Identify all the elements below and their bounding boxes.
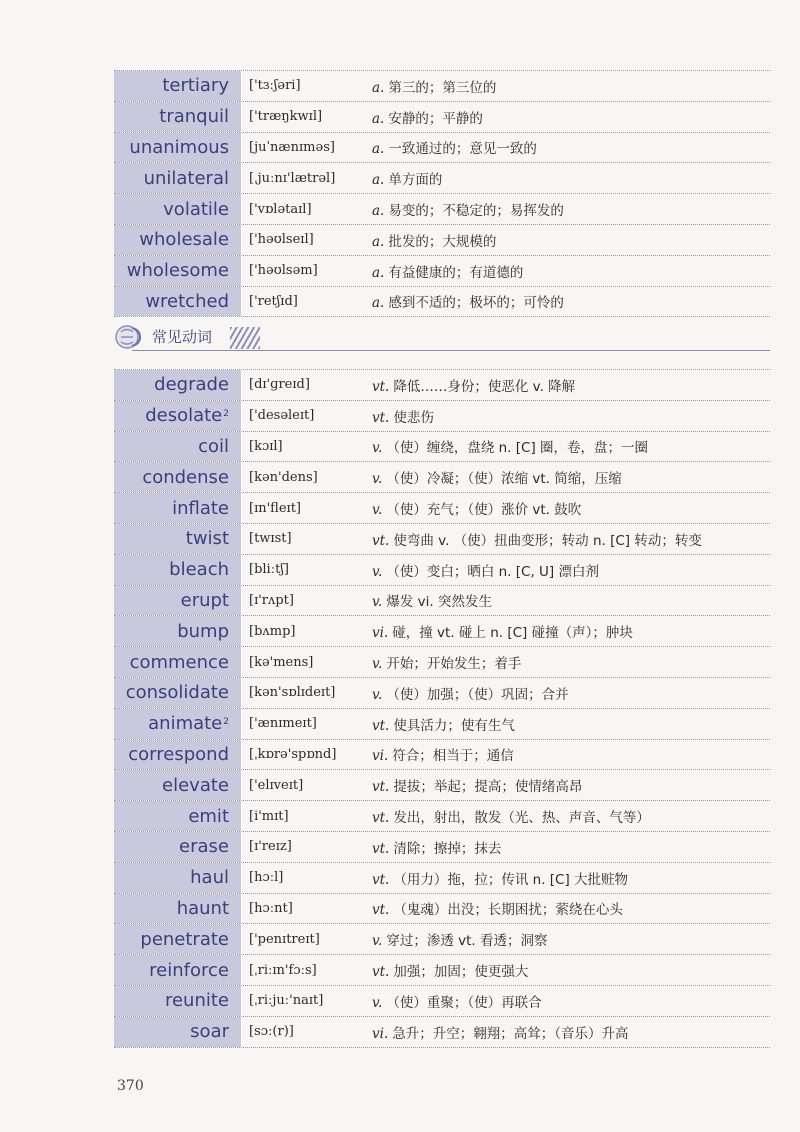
vocab-row [114, 616, 770, 647]
definition [372, 498, 770, 518]
headword [114, 287, 242, 317]
phonetic: [juˈnænɪməs] [249, 139, 335, 155]
definition-text: 降低……身份；使恶化 v. 降解 [393, 378, 576, 395]
vocab-row [114, 493, 770, 524]
headword-text: inflate [172, 497, 229, 519]
definition [372, 837, 770, 857]
definition-text: （使）冷凝；（使）浓缩 vt. 简缩，压缩 [386, 471, 622, 488]
definition [372, 137, 770, 157]
part-of-speech: vi. [372, 1025, 389, 1042]
part-of-speech: v. [372, 502, 383, 519]
definition [372, 406, 770, 426]
part-of-speech: a. [372, 233, 385, 250]
vocab-row [114, 432, 770, 463]
vocab-list-adjectives [114, 70, 770, 317]
vocab-row [114, 740, 770, 771]
definition [372, 261, 770, 281]
definition-text: 使悲伤 [393, 409, 434, 426]
part-of-speech: v. [372, 656, 383, 673]
headword [114, 955, 242, 985]
headword-text: bump [177, 620, 229, 642]
phonetic: ['vɒlətaɪl] [249, 201, 312, 217]
vocab-row [114, 401, 770, 432]
headword-text: erase [179, 836, 229, 858]
headword-text: tranquil [159, 106, 229, 128]
part-of-speech: vt. [372, 964, 390, 981]
part-of-speech: vt. [372, 902, 390, 919]
headword [114, 1017, 242, 1047]
definition [372, 199, 770, 219]
phonetic: ['həʊlsəm] [249, 263, 318, 279]
headword [114, 678, 242, 708]
phonetic: [bliːtʃ] [249, 562, 289, 578]
sense-number: 2 [223, 716, 229, 727]
vocab-row [114, 770, 770, 801]
headword-text: degrade [154, 374, 229, 396]
headword [114, 71, 242, 101]
definition [372, 744, 770, 764]
vocab-row [114, 256, 770, 287]
vocab-row [114, 955, 770, 986]
definition [372, 991, 770, 1011]
headword-text: reunite [164, 990, 229, 1012]
phonetic: [ˌjuːnɪ'lætrəl] [249, 170, 336, 186]
part-of-speech: a. [372, 295, 385, 312]
vocab-row [114, 555, 770, 586]
definition [372, 929, 770, 949]
headword-text: consolidate [125, 682, 229, 704]
phonetic: ['penɪtreɪt] [249, 931, 320, 947]
phonetic: ['ænɪmeɪt] [249, 716, 317, 732]
definition-text: 开始；开始发生；着手 [386, 656, 522, 673]
part-of-speech: vt. [372, 409, 390, 426]
definition-text: 使弯曲 v. （使）扭曲变形；转动 n. [C] 转动；转变 [393, 532, 702, 549]
headword-text: twist [185, 528, 229, 550]
headword [114, 256, 242, 286]
headword [114, 924, 242, 954]
phonetic: [ɪ'reɪz] [249, 839, 292, 855]
headword [114, 986, 242, 1016]
headword [114, 102, 242, 132]
definition [372, 76, 770, 96]
headword [114, 894, 242, 924]
headword-text: condense [142, 466, 229, 488]
phonetic: [sɔː(r)] [249, 1024, 294, 1040]
vocab-row [114, 986, 770, 1017]
definition-text: 符合；相当于；通信 [392, 748, 514, 765]
vocab-row [114, 801, 770, 832]
headword-text: elevate [162, 774, 229, 796]
part-of-speech: a. [372, 110, 385, 127]
definition-text: 穿过；渗透 vt. 看透；洞察 [386, 933, 548, 950]
headword [114, 647, 242, 677]
headword-text: reinforce [149, 959, 229, 981]
phonetic: [i'mɪt] [249, 808, 289, 824]
definition [372, 714, 770, 734]
vocab-row [114, 194, 770, 225]
part-of-speech: v. [372, 440, 383, 457]
vocab-row [114, 287, 770, 318]
part-of-speech: a. [372, 141, 385, 158]
part-of-speech: a. [372, 172, 385, 189]
definition-text: （鬼魂）出没；长期困扰；萦绕在心头 [393, 902, 623, 919]
headword [114, 832, 242, 862]
definition [372, 590, 770, 610]
definition [372, 168, 770, 188]
part-of-speech: a. [372, 79, 385, 96]
vocab-row [114, 586, 770, 617]
phonetic: [dɪ'ɡreɪd] [249, 377, 310, 393]
definition [372, 375, 770, 395]
vocab-row [114, 70, 770, 102]
part-of-speech: vt. [372, 717, 390, 734]
headword [114, 524, 242, 554]
vocab-row [114, 462, 770, 493]
definition [372, 107, 770, 127]
headword [114, 163, 242, 193]
headword-text: soar [190, 1021, 229, 1043]
definition-text: 安静的；平静的 [388, 110, 483, 127]
definition-text: 提拔；举起；提高；使情绪高昂 [393, 779, 583, 796]
heading-rule [132, 350, 770, 351]
definition-text: 有益健康的；有道德的 [388, 264, 524, 281]
headword-text: haunt [176, 897, 229, 919]
headword [114, 133, 242, 163]
vocab-row [114, 894, 770, 925]
phonetic: ['træŋkwɪl] [249, 109, 323, 125]
vocab-row [114, 678, 770, 709]
phonetic: ['elɪveɪt] [249, 777, 304, 793]
headword-text: commence [129, 651, 229, 673]
phonetic: ['desəleɪt] [249, 408, 315, 424]
part-of-speech: a. [372, 264, 385, 281]
definition-text: （使）重聚；（使）再联合 [386, 994, 542, 1011]
vocab-row [114, 924, 770, 955]
definition-text: 急升；升空；翱翔；高耸；（音乐）升高 [392, 1025, 629, 1042]
part-of-speech: v. [372, 994, 383, 1011]
headword-text: emit [188, 805, 229, 827]
phonetic: [hɔːnt] [249, 900, 293, 916]
phonetic: [kən'sɒlɪdeɪt] [249, 685, 336, 701]
vocab-row [114, 647, 770, 678]
vocab-row [114, 709, 770, 740]
definition [372, 652, 770, 672]
headword [114, 801, 242, 831]
part-of-speech: v. [372, 933, 383, 950]
section-title: 常见动词 [152, 328, 213, 346]
headword-text: unilateral [143, 167, 229, 189]
definition [372, 960, 770, 980]
definition-text: 使具活力；使有生气 [393, 717, 515, 734]
headword-text: erupt [180, 589, 229, 611]
definition-text: （使）变白；晒白 n. [C, U] 漂白剂 [386, 563, 599, 580]
vocab-row [114, 863, 770, 894]
phonetic: [kən'dens] [249, 469, 318, 485]
part-of-speech: vt. [372, 532, 390, 549]
headword [114, 863, 242, 893]
part-of-speech: vt. [372, 378, 390, 395]
headword [114, 401, 242, 431]
headword-text: animate [148, 713, 223, 735]
definition-text: 碰，撞 vt. 碰上 n. [C] 碰撞（声）；肿块 [392, 625, 633, 642]
headword [114, 462, 242, 492]
phonetic: ['retʃɪd] [249, 293, 298, 309]
phonetic: [ˌriːjuː'naɪt] [249, 993, 324, 1009]
phonetic: [ɪn'fleɪt] [249, 500, 301, 516]
definition-text: 批发的；大规模的 [388, 233, 497, 250]
definition [372, 806, 770, 826]
vocab-row [114, 369, 770, 401]
headword [114, 709, 242, 739]
definition [372, 230, 770, 250]
part-of-speech: vi. [372, 748, 389, 765]
headword [114, 370, 242, 400]
headword [114, 770, 242, 800]
part-of-speech: vt. [372, 840, 390, 857]
vocab-row [114, 832, 770, 863]
headword [114, 194, 242, 224]
vocab-row [114, 102, 770, 133]
part-of-speech: v. [372, 563, 383, 580]
definition-text: 爆发 vi. 突然发生 [386, 594, 492, 611]
definition-text: （使）缠绕，盘绕 n. [C] 圈，卷，盘；一圈 [386, 440, 649, 457]
part-of-speech: v. [372, 686, 383, 703]
page-number: 370 [117, 1078, 144, 1094]
headword [114, 493, 242, 523]
part-of-speech: a. [372, 203, 385, 220]
definition-text: 易变的；不稳定的；易挥发的 [388, 203, 564, 220]
definition [372, 868, 770, 888]
definition-text: 加强；加固；使更强大 [393, 964, 529, 981]
vocab-row [114, 225, 770, 256]
definition-text: （用力）拖，拉；传讯 n. [C] 大批赃物 [393, 871, 629, 888]
headword [114, 432, 242, 462]
phonetic: [bʌmp] [249, 623, 296, 639]
headword-text: wholesale [139, 229, 229, 251]
sense-number: 2 [223, 408, 229, 419]
definition [372, 1022, 770, 1042]
definition-text: 一致通过的；意见一致的 [388, 141, 537, 158]
headword-text: wholesome [126, 260, 229, 282]
headword [114, 740, 242, 770]
phonetic: [ˌkɒrə'spɒnd] [249, 746, 337, 762]
definition-text: 清除；擦掉；抹去 [393, 840, 502, 857]
phonetic: ['həʊlseɪl] [249, 232, 314, 248]
vocab-row [114, 133, 770, 164]
definition [372, 621, 770, 641]
phonetic: ['tɜːʃəri] [249, 78, 301, 94]
headword-text: bleach [169, 559, 229, 581]
definition-text: 单方面的 [388, 172, 443, 189]
definition-text: 第三的；第三位的 [388, 79, 497, 96]
definition-text: （使）充气；（使）涨价 vt. 鼓吹 [386, 502, 582, 519]
section-heading [112, 322, 770, 352]
definition [372, 529, 770, 549]
phonetic: [twɪst] [249, 531, 292, 547]
headword-text: tertiary [162, 75, 229, 97]
heading-stripes [230, 327, 260, 349]
part-of-speech: vi. [372, 625, 389, 642]
definition [372, 560, 770, 580]
headword-text: wretched [145, 290, 229, 312]
headword-text: correspond [128, 743, 229, 765]
headword-text: desolate [145, 405, 223, 427]
phonetic: [ˌriːɪn'fɔːs] [249, 962, 317, 978]
definition [372, 291, 770, 311]
definition [372, 898, 770, 918]
definition [372, 683, 770, 703]
headword [114, 586, 242, 616]
definition [372, 436, 770, 456]
definition-text: （使）加强；（使）巩固；合并 [386, 686, 569, 703]
headword-text: haul [190, 867, 229, 889]
definition-text: 发出，射出，散发（光、热、声音、气等） [393, 810, 650, 827]
phonetic: [kə'mens] [249, 654, 314, 670]
definition [372, 467, 770, 487]
part-of-speech: v. [372, 471, 383, 488]
part-of-speech: v. [372, 594, 383, 611]
definition-text: 感到不适的；极坏的；可怜的 [388, 295, 564, 312]
vocab-list-verbs [114, 369, 770, 1048]
headword [114, 555, 242, 585]
phonetic: [hɔːl] [249, 870, 284, 886]
headword-text: volatile [163, 198, 229, 220]
definition [372, 775, 770, 795]
headword [114, 225, 242, 255]
part-of-speech: vt. [372, 871, 390, 888]
part-of-speech: vt. [372, 779, 390, 796]
headword-text: penetrate [140, 928, 229, 950]
headword-text: unanimous [129, 136, 229, 158]
vocab-row [114, 524, 770, 555]
vocab-row [114, 163, 770, 194]
vocab-row [114, 1017, 770, 1048]
headword-text: coil [198, 435, 229, 457]
phonetic: [kɔɪl] [249, 438, 283, 454]
part-of-speech: vt. [372, 810, 390, 827]
phonetic: [ɪ'rʌpt] [249, 592, 294, 608]
headword [114, 616, 242, 646]
